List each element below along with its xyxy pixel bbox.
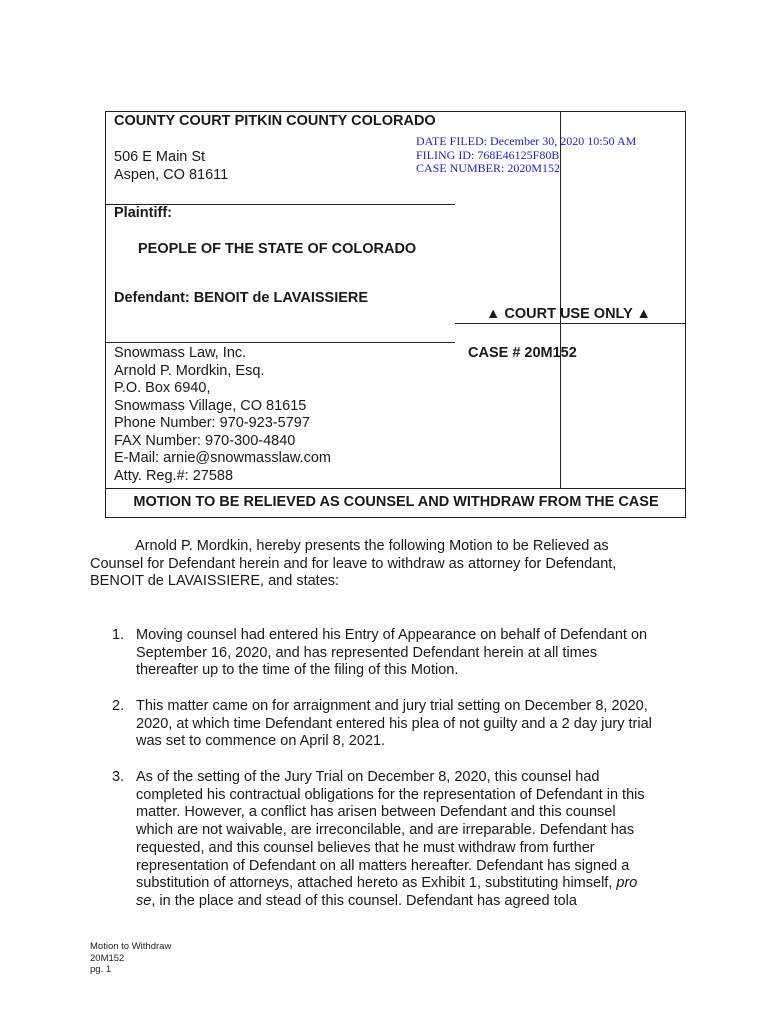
item-line: representation of Defendant on all matters hereafter. Defendant has signed a bbox=[136, 857, 630, 874]
page-footer bbox=[90, 941, 171, 976]
footer-doc-title: Motion to Withdraw bbox=[90, 941, 172, 952]
court-use-only: ▲ COURT USE ONLY ▲ bbox=[486, 306, 651, 322]
defendant-line: Defendant: BENOIT de LAVAISSIERE bbox=[114, 290, 369, 306]
item-italic: pro bbox=[616, 875, 638, 892]
court-address-line2: Aspen, CO 81611 bbox=[114, 167, 229, 183]
item-number: 1. bbox=[112, 627, 125, 643]
item-line-text: , in the place and stead of this counsel. Defendant has agreed tola bbox=[151, 892, 577, 909]
intro-paragraph bbox=[90, 538, 690, 591]
item-line: This matter came on for arraignment and jury trial setting on December 8, 2020, bbox=[136, 698, 648, 714]
intro-line-3: BENOIT de LAVAISSIERE, and states: bbox=[90, 573, 340, 590]
item-line: September 16, 2020, and has represented Defendant herein at all times bbox=[136, 644, 598, 661]
item-number: 2. bbox=[112, 698, 125, 714]
attorney-po-box: P.O. Box 6940, bbox=[114, 380, 211, 396]
plaintiff-name: PEOPLE OF THE STATE OF COLORADO bbox=[138, 241, 417, 257]
item-italic: se bbox=[136, 892, 152, 909]
stamp-case-number: CASE NUMBER: 2020M152 bbox=[416, 161, 561, 175]
intro-line-1: Arnold P. Mordkin, hereby presents the following Motion to be Relieved as bbox=[135, 538, 609, 554]
attorney-email: E-Mail: arnie@snowmasslaw.com bbox=[114, 450, 331, 466]
item-line: Moving counsel had entered his Entry of Appearance on behalf of Defendant on bbox=[136, 627, 648, 643]
stamp-filing-id: FILING ID: 768E46125F80B bbox=[416, 147, 560, 162]
item-line bbox=[136, 875, 676, 893]
item-line: matter. However, a conflict has arisen between Defendant and this counsel bbox=[136, 804, 616, 821]
attorney-phone: Phone Number: 970-923-5797 bbox=[114, 415, 310, 431]
item-line-text: substitution of attorneys, attached hereto as Exhibit 1, substituting himself, bbox=[136, 875, 613, 892]
item-3-text bbox=[136, 769, 676, 911]
attorney-reg: Atty. Reg.#: 27588 bbox=[114, 467, 234, 484]
item-line: requested, and this counsel believes that he must withdraw from further bbox=[136, 839, 595, 856]
case-caption-box bbox=[105, 111, 686, 518]
item-number: 3. bbox=[112, 769, 125, 785]
item-line bbox=[136, 893, 676, 911]
caption-divider-title bbox=[106, 488, 686, 489]
item-line: was set to commence on April 8, 2021. bbox=[136, 733, 386, 750]
attorney-city: Snowmass Village, CO 81615 bbox=[114, 397, 307, 414]
attorney-firm: Snowmass Law, Inc. bbox=[114, 345, 247, 361]
plaintiff-label: Plaintiff: bbox=[114, 205, 172, 221]
caption-divider-parties bbox=[106, 342, 455, 343]
item-line: As of the setting of the Jury Trial on December 8, 2020, this counsel had bbox=[136, 769, 600, 785]
court-name: COUNTY COURT PITKIN COUNTY COLORADO bbox=[114, 113, 436, 129]
intro-line-2: Counsel for Defendant herein and for leave to withdraw as attorney for Defendant, bbox=[90, 555, 617, 572]
case-number: CASE # 20M152 bbox=[468, 345, 577, 361]
item-2-text bbox=[136, 698, 676, 751]
item-line: completed his contractual obligations for the representation of Defendant in this bbox=[136, 786, 645, 803]
attorney-block bbox=[114, 345, 331, 485]
item-line: which are not waivable, are irreconcilable, and are irreparable. Defendant has bbox=[136, 822, 635, 839]
attorney-name: Arnold P. Mordkin, Esq. bbox=[114, 362, 265, 379]
item-line: 2020, at which time Defendant entered his plea of not guilty and a 2 day jury trial bbox=[136, 715, 652, 732]
motion-title: MOTION TO BE RELIEVED AS COUNSEL AND WITHDRAW FROM THE CASE bbox=[133, 494, 659, 510]
attorney-fax: FAX Number: 970-300-4840 bbox=[114, 432, 296, 449]
item-1-text bbox=[136, 627, 676, 680]
court-address-line1: 506 E Main St bbox=[114, 149, 206, 165]
item-line: thereafter up to the time of the filing of this Motion. bbox=[136, 662, 459, 679]
stamp-date-filed: DATE FILED: December 30, 2020 10:50 AM bbox=[416, 134, 637, 148]
filing-stamp bbox=[416, 135, 636, 176]
footer-page-number: pg. 1 bbox=[90, 964, 112, 975]
footer-case-number: 20M152 bbox=[90, 952, 125, 964]
